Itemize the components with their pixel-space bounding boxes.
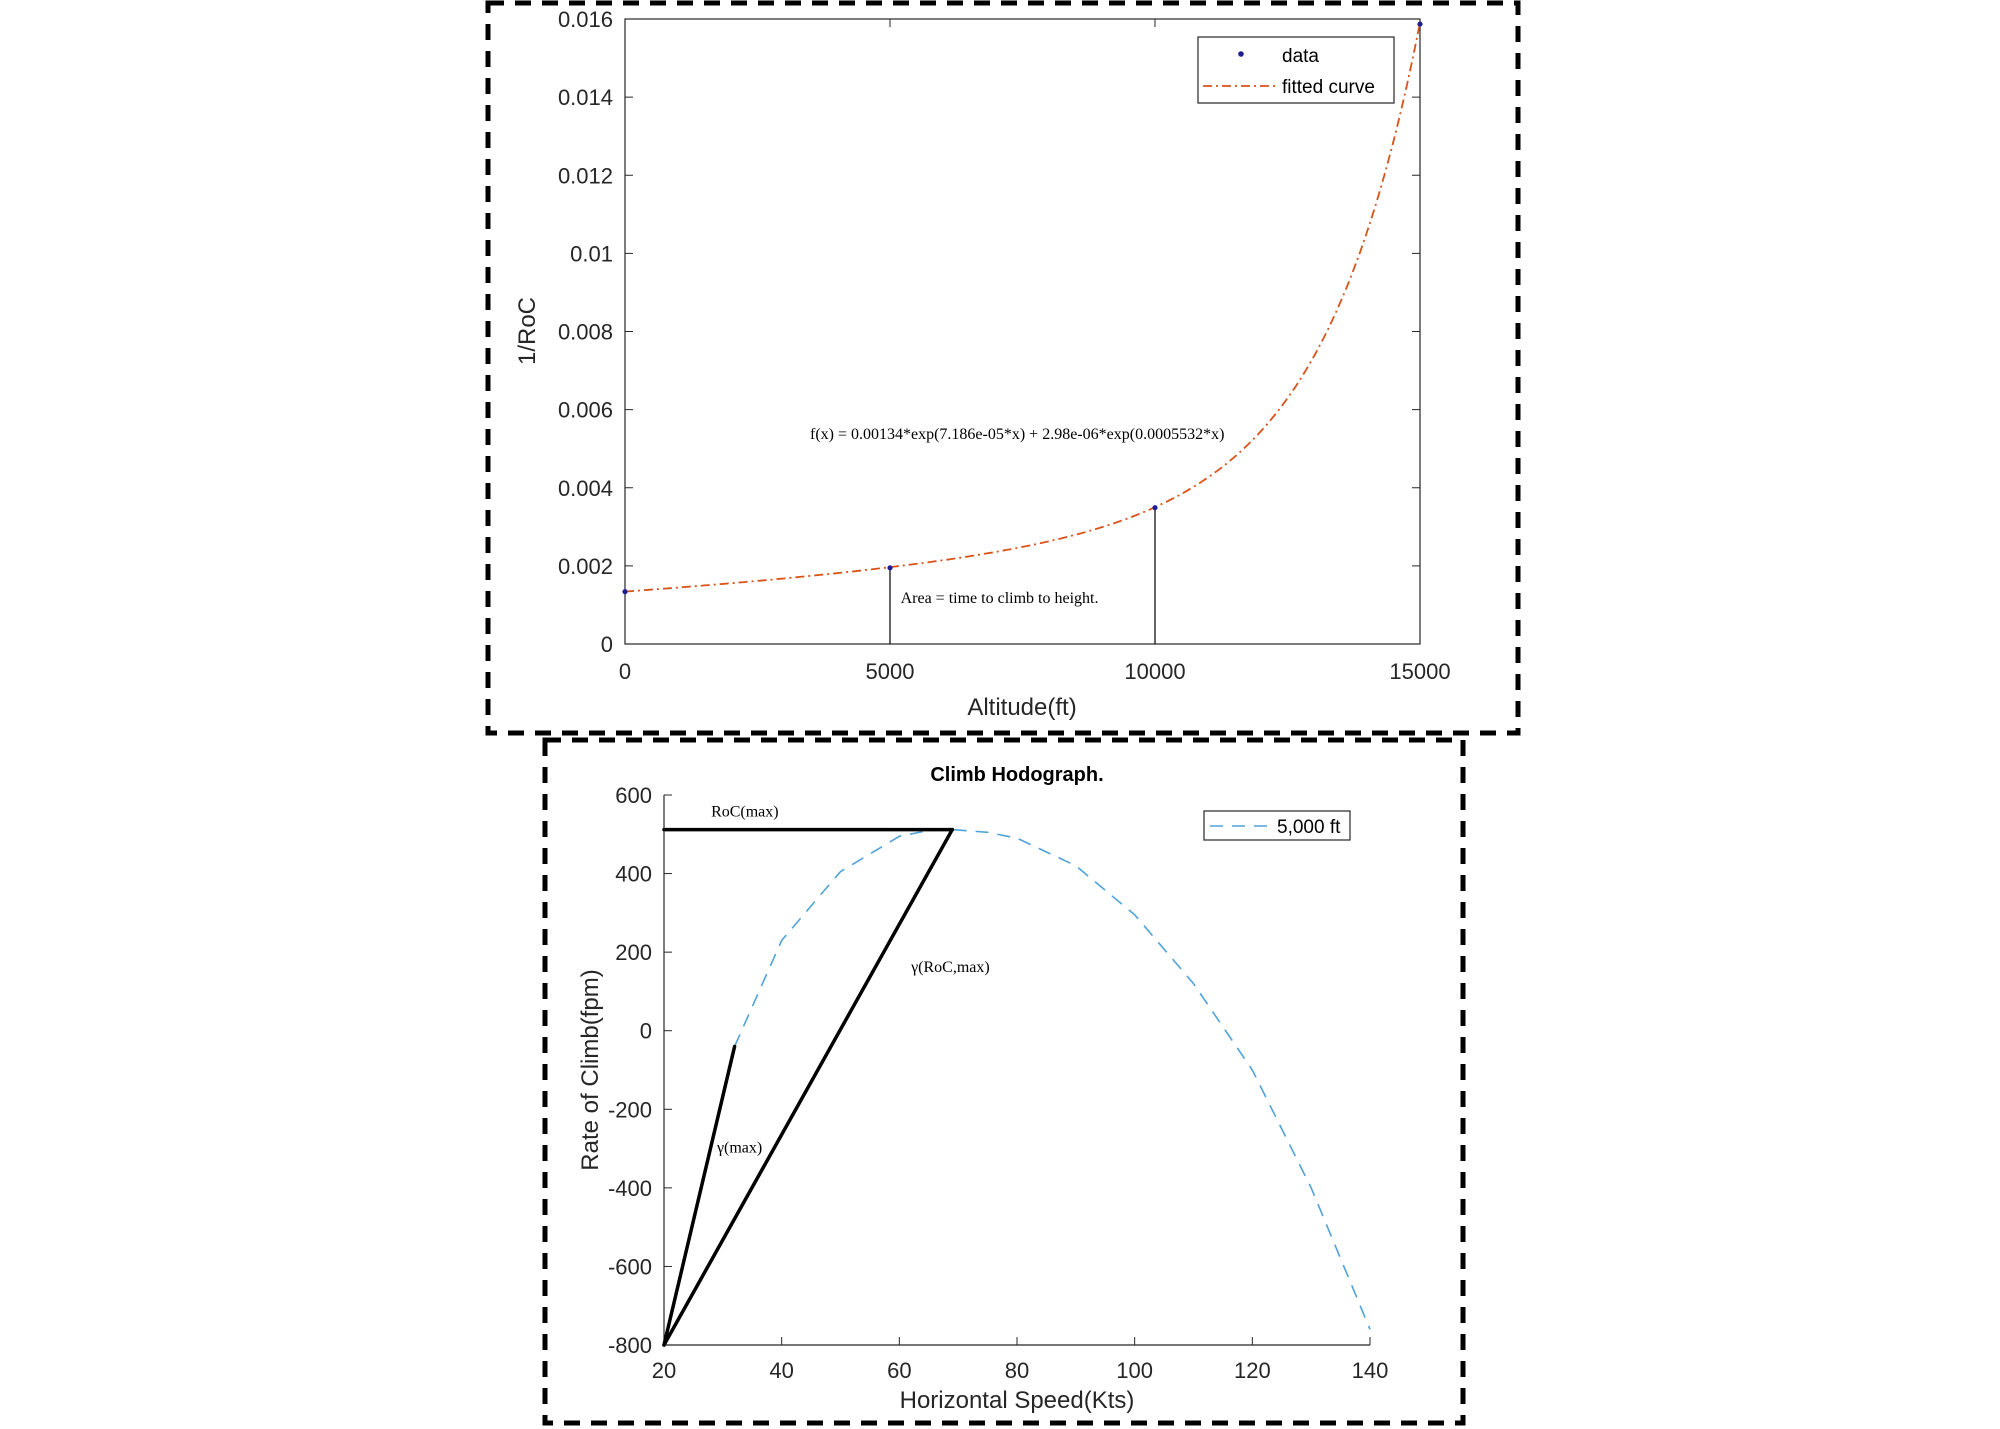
- gamma-max-label: γ(max): [716, 1139, 763, 1157]
- plot-area-top: [625, 19, 1420, 644]
- x-tick-label-top: 5000: [865, 659, 915, 684]
- y-tick-label-bottom: -600: [607, 1254, 652, 1280]
- x-tick-label-top: 0: [618, 659, 632, 684]
- x-tick-label-top: 10000: [1124, 659, 1186, 684]
- data-point: [1152, 505, 1157, 510]
- chart-title-bottom: Climb Hodograph.: [930, 764, 1104, 786]
- y-tick-label-top: 0.016: [557, 7, 613, 32]
- y-tick-label-top: 0.012: [557, 163, 613, 189]
- y-tick-label-bottom: 200: [615, 940, 652, 966]
- hodograph-chart: [577, 764, 1388, 1414]
- y-axis-label-top: 1/RoC: [514, 296, 541, 366]
- x-tick-label-bottom: 60: [887, 1358, 912, 1383]
- data-point: [887, 565, 892, 570]
- y-tick-label-bottom: -800: [607, 1333, 652, 1358]
- x-tick-label-bottom: 40: [769, 1358, 794, 1383]
- legend-label-data: data: [1282, 46, 1319, 67]
- x-tick-label-bottom: 120: [1233, 1358, 1271, 1383]
- y-tick-label-top: 0.004: [557, 475, 613, 501]
- x-tick-label-top: 15000: [1389, 659, 1451, 684]
- y-tick-label-top: 0.008: [557, 319, 613, 345]
- y-tick-label-top: 0.01: [570, 241, 613, 267]
- y-tick-label-bottom: -200: [607, 1097, 652, 1123]
- data-point: [622, 589, 627, 594]
- legend-top: [1198, 37, 1394, 103]
- y-tick-label-bottom: 400: [615, 861, 652, 887]
- y-axis-label-bottom: Rate of Climb(fpm): [577, 969, 604, 1171]
- data-point: [1417, 21, 1422, 26]
- x-tick-label-bottom: 100: [1116, 1358, 1154, 1383]
- x-axis-label-bottom: Horizontal Speed(Kts): [899, 1387, 1135, 1414]
- y-tick-label-bottom: 600: [615, 783, 652, 808]
- x-axis-label-top: Altitude(ft): [967, 694, 1077, 721]
- gamma-roc-max-label: γ(RoC,max): [911, 958, 990, 976]
- x-tick-label-bottom: 80: [1004, 1358, 1030, 1383]
- y-tick-label-top: 0.006: [557, 397, 613, 423]
- legend-label-5000ft: 5,000 ft: [1277, 817, 1341, 838]
- roc-max-label: RoC(max): [711, 803, 779, 821]
- y-tick-label-bottom: 0: [639, 1018, 652, 1044]
- legend-bottom: [1204, 811, 1350, 840]
- y-tick-label-top: 0.002: [557, 553, 613, 579]
- fit-equation-annotation: f(x) = 0.00134*exp(7.186e-05*x) + 2.98e-06*exp(0.0005532*x): [809, 425, 1225, 443]
- area-annotation: Area = time to climb to height.: [900, 589, 1099, 607]
- altitude-chart: [514, 7, 1451, 721]
- x-tick-label-bottom: 20: [651, 1358, 677, 1383]
- x-tick-label-bottom: 140: [1351, 1358, 1389, 1383]
- legend-label-fitted-curve: fitted curve: [1282, 77, 1375, 98]
- y-tick-label-top: 0.014: [557, 85, 613, 111]
- plot-area-bottom: [664, 795, 1370, 1345]
- y-tick-label-bottom: -400: [607, 1175, 652, 1201]
- legend-data-marker: [1238, 51, 1244, 57]
- y-tick-label-top: 0: [600, 632, 613, 657]
